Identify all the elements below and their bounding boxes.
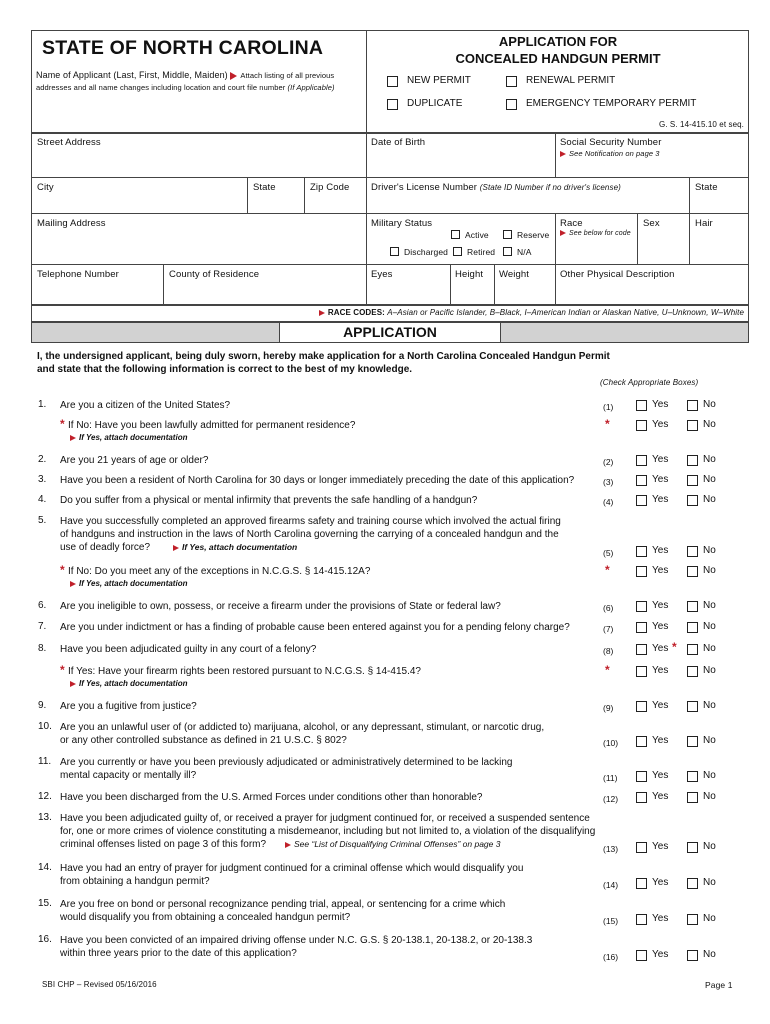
question-text: [60, 721, 544, 747]
question-text: [60, 399, 230, 412]
no-label: No: [703, 735, 716, 746]
emergency-permit-label: EMERGENCY TEMPORARY PERMIT: [526, 98, 697, 109]
street-address-label: Street Address: [37, 137, 101, 148]
question-number: 8.: [38, 643, 47, 654]
race-label: Race: [560, 218, 583, 229]
question-text: [60, 454, 208, 467]
yes-checkbox[interactable]: [636, 475, 647, 486]
question-ref: (15): [603, 916, 619, 926]
question-ref: (11): [603, 773, 618, 783]
question-number: 9.: [38, 700, 47, 711]
no-label: No: [703, 621, 716, 632]
question-text: [68, 565, 370, 578]
yes-checkbox[interactable]: [636, 842, 647, 853]
race-note: See below for code: [560, 230, 631, 237]
military-active-checkbox[interactable]: [451, 230, 460, 239]
renewal-permit-checkbox[interactable]: [506, 76, 517, 87]
yes-label: Yes: [652, 494, 669, 505]
yes-checkbox[interactable]: [636, 914, 647, 925]
applicant-name-label: Name of Applicant (Last, First, Middle, Maiden) Attach listing of all previous: [36, 70, 335, 80]
county-label: County of Residence: [169, 269, 260, 280]
no-checkbox[interactable]: [687, 400, 698, 411]
no-checkbox[interactable]: [687, 666, 698, 677]
emergency-permit-checkbox[interactable]: [506, 99, 517, 110]
question-line: If No: Do you meet any of the exceptions in N.C.G.S. § 14-415.12A?: [68, 566, 371, 577]
question-line: Are you under indictment or has a finding of probable cause been entered against you for a pending felony charge?: [60, 622, 570, 633]
no-checkbox[interactable]: [687, 914, 698, 925]
no-checkbox[interactable]: [687, 701, 698, 712]
yes-checkbox[interactable]: [636, 771, 647, 782]
no-checkbox[interactable]: [687, 644, 698, 655]
form-id: SBI CHP – Revised 05/16/2016: [42, 980, 157, 989]
yes-checkbox[interactable]: [636, 666, 647, 677]
question-ref: (2): [603, 457, 614, 467]
yes-label: Yes: [652, 643, 669, 654]
yes-label: Yes: [652, 600, 669, 611]
question-number: 2.: [38, 454, 47, 465]
yes-label: Yes: [652, 454, 669, 465]
attach-documentation-note: If Yes, attach documentation: [70, 679, 187, 688]
application-heading: APPLICATION: [343, 324, 437, 340]
other-description-label: Other Physical Description: [560, 269, 675, 280]
no-checkbox[interactable]: [687, 950, 698, 961]
military-discharged-checkbox[interactable]: [390, 247, 399, 256]
military-na-checkbox[interactable]: [503, 247, 512, 256]
yes-checkbox[interactable]: [636, 400, 647, 411]
question-ref: (16): [603, 952, 619, 962]
question-line: Do you suffer from a physical or mental infirmity that prevents the safe handling of a handgun?: [60, 495, 478, 506]
yes-checkbox[interactable]: [636, 622, 647, 633]
yes-label: Yes: [652, 735, 669, 746]
duplicate-checkbox[interactable]: [387, 99, 398, 110]
yes-checkbox[interactable]: [636, 950, 647, 961]
question-line: would disqualify you from obtaining a concealed handgun permit?: [60, 912, 351, 923]
question-number: 11.: [38, 756, 52, 767]
question-number: 15.: [38, 898, 52, 909]
no-checkbox[interactable]: [687, 420, 698, 431]
question-ref: (14): [603, 880, 619, 890]
zip-label: Zip Code: [310, 182, 350, 193]
question-number: 14.: [38, 862, 52, 873]
no-label: No: [703, 665, 716, 676]
question-line: Have you been adjudicated guilty in any court of a felony?: [60, 644, 317, 655]
question-line: Are you a fugitive from justice?: [60, 701, 197, 712]
question-text: [60, 515, 561, 554]
no-checkbox[interactable]: [687, 566, 698, 577]
question-text: [60, 474, 574, 487]
question-line: mental capacity or mentally ill?: [60, 770, 197, 781]
question-ref: (12): [603, 794, 619, 804]
dob-label: Date of Birth: [371, 137, 426, 148]
yes-asterisk: *: [672, 640, 677, 654]
question-line: criminal offenses listed on page 3 of this form?: [60, 839, 267, 850]
no-checkbox[interactable]: [687, 601, 698, 612]
question-ref: (5): [603, 548, 614, 558]
military-retired-label: Retired: [467, 247, 496, 257]
question-line: If No: Have you been lawfully admitted for permanent residence?: [68, 420, 356, 431]
question-text: [60, 934, 532, 960]
question-text: [60, 494, 477, 507]
yes-checkbox[interactable]: [636, 495, 647, 506]
attach-documentation-note: If Yes, attach documentation: [70, 433, 187, 442]
question-line: Have you been a resident of North Carolina for 30 days or longer immediately preceding the date of this application?: [60, 475, 575, 486]
hair-label: Hair: [695, 218, 713, 229]
question-line: If Yes: Have your firearm rights been restored pursuant to N.C.G.S. § 14-415.4?: [68, 666, 421, 677]
question-text: [60, 621, 570, 634]
yes-checkbox[interactable]: [636, 644, 647, 655]
no-label: No: [703, 913, 716, 924]
renewal-permit-label: RENEWAL PERMIT: [526, 75, 616, 86]
yes-label: Yes: [652, 419, 669, 430]
question-line: from obtaining a handgun permit?: [60, 876, 210, 887]
question-number: 10.: [38, 721, 52, 732]
no-checkbox[interactable]: [687, 792, 698, 803]
question-ref: *: [605, 663, 610, 677]
question-line: Are you an unlawful user of (or addicted to) marijuana, alcohol, or any depressant, stimulant, or narcotic drug,: [60, 722, 545, 733]
question-line: Have you been adjudicated guilty of, or received a prayer for judgment continued for, or received a suspended sentence: [60, 813, 590, 824]
yes-checkbox[interactable]: [636, 546, 647, 557]
yes-checkbox[interactable]: [636, 566, 647, 577]
yes-label: Yes: [652, 770, 669, 781]
yes-label: Yes: [652, 949, 669, 960]
yes-label: Yes: [652, 399, 669, 410]
yes-checkbox[interactable]: [636, 420, 647, 431]
question-ref: *: [605, 417, 610, 431]
question-ref: (4): [603, 497, 614, 507]
question-ref: (3): [603, 477, 614, 487]
no-checkbox[interactable]: [687, 771, 698, 782]
yes-checkbox[interactable]: [636, 792, 647, 803]
question-line: Are you a citizen of the United States?: [60, 400, 231, 411]
page-number: Page 1: [705, 980, 733, 990]
question-number: 6.: [38, 600, 47, 611]
weight-label: Weight: [499, 269, 529, 280]
question-text: [60, 600, 501, 613]
yes-checkbox[interactable]: [636, 601, 647, 612]
military-active-label: Active: [465, 230, 489, 240]
race-codes: RACE CODES: A–Asian or Pacific Islander, B–Black, I–American Indian or Alaskan Native, U–Unknown, W–White: [319, 308, 744, 317]
yes-label: Yes: [652, 545, 669, 556]
yes-checkbox[interactable]: [636, 736, 647, 747]
city-label: City: [37, 182, 54, 193]
asterisk-marker: *: [60, 563, 65, 577]
no-checkbox[interactable]: [687, 622, 698, 633]
telephone-label: Telephone Number: [37, 269, 119, 280]
yes-checkbox[interactable]: [636, 701, 647, 712]
app-title: APPLICATION FOR CONCEALED HANDGUN PERMIT: [455, 34, 661, 66]
yes-label: Yes: [652, 841, 669, 852]
question-line: Have you had an entry of prayer for judgment continued for a criminal offense which would disqualify you: [60, 863, 524, 874]
question-number: 7.: [38, 621, 47, 632]
sex-label: Sex: [643, 218, 660, 229]
question-ref: (10): [603, 738, 619, 748]
question-line: or any other controlled substance as defined in 21 U.S.C. § 802?: [60, 735, 347, 746]
no-label: No: [703, 600, 716, 611]
no-label: No: [703, 419, 716, 430]
no-label: No: [703, 877, 716, 888]
drivers-license-label: Driver's License Number (State ID Number if no driver's license): [371, 182, 621, 193]
question-line: within three years prior to the date of this application?: [60, 948, 297, 959]
application-intro: I, the undersigned applicant, being duly sworn, hereby make application for a North Carolina Concealed Handgun Permit and state that the following information is correct to the best of my knowledge.: [37, 351, 610, 375]
military-na-label: N/A: [517, 247, 532, 257]
state-title: STATE OF NORTH CAROLINA: [42, 37, 324, 59]
question-text: [68, 665, 421, 678]
question-line: Are you currently or have you been previously adjudicated or administratively determined to be lacking: [60, 757, 513, 768]
no-label: No: [703, 700, 716, 711]
question-line: Have you successfully completed an approved firearms safety and training course which involved the actual firing: [60, 516, 561, 527]
question-ref: (6): [603, 603, 614, 613]
yes-label: Yes: [652, 621, 669, 632]
yes-label: Yes: [652, 913, 669, 924]
inline-note: See “List of Disqualifying Criminal Offenses” on page 3: [285, 838, 500, 851]
yes-label: Yes: [652, 565, 669, 576]
no-checkbox[interactable]: [687, 495, 698, 506]
yes-label: Yes: [652, 700, 669, 711]
asterisk-marker: *: [60, 663, 65, 677]
question-ref: (8): [603, 646, 614, 656]
question-text: [60, 898, 505, 924]
military-discharged-label: Discharged: [404, 247, 448, 257]
duplicate-label: DUPLICATE: [407, 98, 463, 109]
statute-ref: G. S. 14-415.10 et seq.: [658, 120, 744, 129]
state-label: State: [253, 182, 276, 193]
applicant-name-note: addresses and all name changes including location and court file number (If Applicable): [36, 83, 335, 92]
question-line: use of deadly force?: [60, 542, 151, 553]
no-checkbox[interactable]: [687, 842, 698, 853]
question-line: Are you 21 years of age or older?: [60, 455, 209, 466]
yes-label: Yes: [652, 791, 669, 802]
yes-label: Yes: [652, 474, 669, 485]
inline-note: If Yes, attach documentation: [173, 541, 297, 554]
asterisk-marker: *: [60, 417, 65, 431]
yes-checkbox[interactable]: [636, 878, 647, 889]
question-line: Are you free on bond or personal recognizance pending trial, appeal, or sentencing for a crime which: [60, 899, 506, 910]
new-permit-label: NEW PERMIT: [407, 75, 471, 86]
yes-label: Yes: [652, 665, 669, 676]
question-text: [60, 700, 197, 713]
question-ref: *: [605, 563, 610, 577]
no-label: No: [703, 399, 716, 410]
question-ref: (1): [603, 402, 614, 412]
question-text: [60, 756, 512, 782]
no-label: No: [703, 841, 716, 852]
question-ref: (13): [603, 844, 619, 854]
ssn-note: See Notification on page 3: [560, 149, 660, 158]
no-label: No: [703, 770, 716, 781]
question-text: [60, 643, 316, 656]
military-retired-checkbox[interactable]: [453, 247, 462, 256]
dl-state-label: State: [695, 182, 718, 193]
question-number: 4.: [38, 494, 47, 505]
no-label: No: [703, 474, 716, 485]
question-line: Are you ineligible to own, possess, or receive a firearm under the provisions of State or federal law?: [60, 601, 501, 612]
military-reserve-checkbox[interactable]: [503, 230, 512, 239]
no-checkbox[interactable]: [687, 878, 698, 889]
question-number: 13.: [38, 812, 52, 823]
no-checkbox[interactable]: [687, 736, 698, 747]
question-text: [60, 791, 482, 804]
question-ref: (7): [603, 624, 614, 634]
ssn-label: Social Security Number: [560, 137, 662, 148]
no-label: No: [703, 565, 716, 576]
mailing-address-label: Mailing Address: [37, 218, 106, 229]
no-checkbox[interactable]: [687, 455, 698, 466]
eyes-label: Eyes: [371, 269, 393, 280]
no-label: No: [703, 454, 716, 465]
question-text: [68, 419, 355, 432]
attach-documentation-note: If Yes, attach documentation: [70, 579, 187, 588]
question-text: [60, 812, 595, 851]
military-status-label: Military Status: [371, 218, 433, 229]
question-line: Have you been discharged from the U.S. Armed Forces under conditions other than honorable?: [60, 792, 483, 803]
height-label: Height: [455, 269, 484, 280]
yes-checkbox[interactable]: [636, 455, 647, 466]
yes-label: Yes: [652, 877, 669, 888]
no-label: No: [703, 545, 716, 556]
question-number: 12.: [38, 791, 52, 802]
check-boxes-note: (Check Appropriate Boxes): [600, 378, 699, 387]
question-line: for, one or more crimes of violence constituting a misdemeanor, including but not limited to, a violation of the disqualifying: [60, 826, 596, 837]
question-number: 16.: [38, 934, 52, 945]
no-checkbox[interactable]: [687, 546, 698, 557]
question-number: 5.: [38, 515, 47, 526]
question-number: 1.: [38, 399, 47, 410]
no-label: No: [703, 791, 716, 802]
question-line: Have you been convicted of an impaired driving offense under N.C. G.S. § 20-138.1, 20-138.2, or 20-138.3: [60, 935, 533, 946]
question-text: [60, 862, 523, 888]
question-number: 3.: [38, 474, 47, 485]
military-reserve-label: Reserve: [517, 230, 550, 240]
no-label: No: [703, 494, 716, 505]
no-checkbox[interactable]: [687, 475, 698, 486]
question-ref: (9): [603, 703, 614, 713]
no-label: No: [703, 949, 716, 960]
no-label: No: [703, 643, 716, 654]
question-line: of handguns and instruction in the laws of North Carolina governing the carrying of a concealed handgun and the: [60, 529, 559, 540]
new-permit-checkbox[interactable]: [387, 76, 398, 87]
